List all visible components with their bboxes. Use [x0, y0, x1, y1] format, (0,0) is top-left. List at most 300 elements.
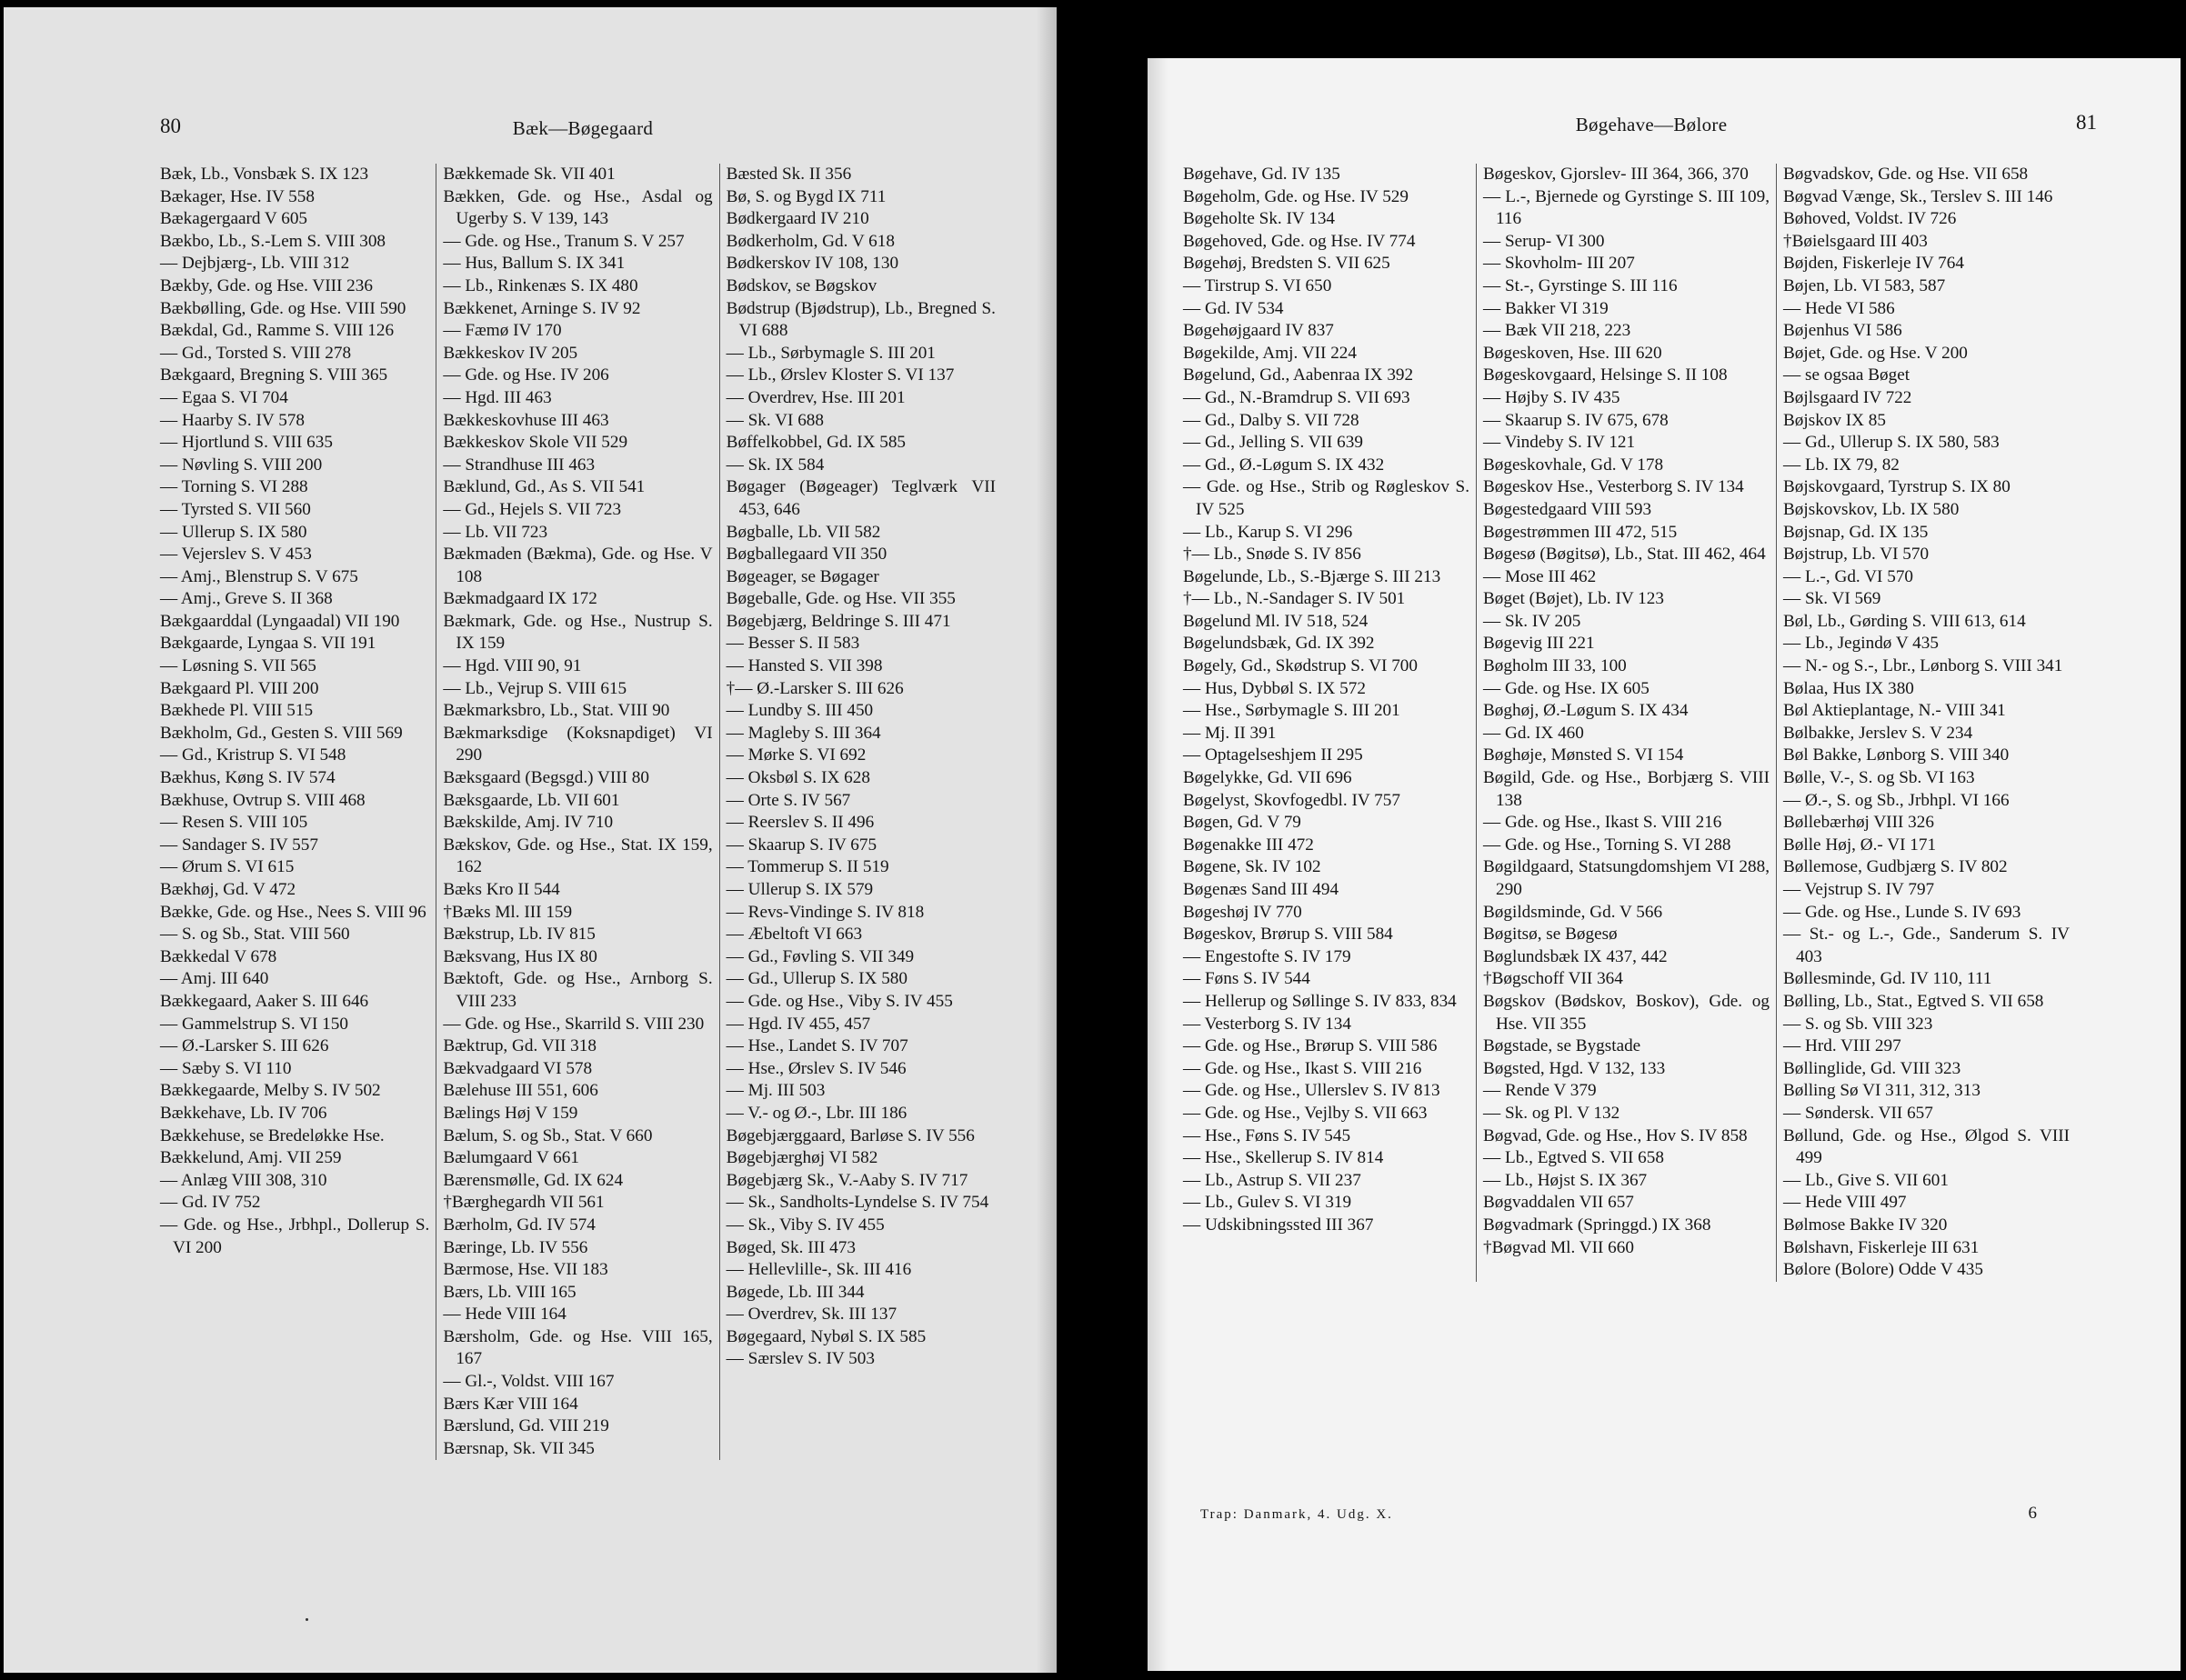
right-page-number: 81	[2076, 111, 2097, 134]
index-entry: Bækskilde, Amj. IV 710	[443, 813, 614, 833]
index-entry: Bøget (Bøjet), Lb. IV 123	[1483, 589, 1664, 609]
index-column	[160, 164, 436, 1460]
index-entry: Bøgeskov, Gjorslev- III 364, 366, 370	[1483, 165, 1749, 184]
index-entry: — Gde. og Hse., Jrbhpl., Dollerup S. VI 200	[160, 1215, 430, 1257]
index-entry: Bækkeskov IV 205	[443, 343, 578, 363]
index-entry: — Sk., Viby S. IV 455	[726, 1215, 885, 1235]
index-entry: Bælum, S. og Sb., Stat. V 660	[443, 1125, 653, 1145]
index-entry: — Ø.-, S. og Sb., Jrbhpl. VI 166	[1783, 790, 2010, 810]
index-entry: Bækhøj, Gd. V 472	[160, 880, 296, 899]
index-entry: Bøgstade, se Bygstade	[1483, 1036, 1641, 1056]
index-entry: Bøl Bakke, Lønborg S. VIII 340	[1783, 745, 2010, 765]
index-entry: — Engestofte S. IV 179	[1183, 946, 1351, 966]
index-entry: Bøgballegaard VII 350	[726, 545, 887, 565]
index-entry: — Gde. og Hse., Skarrild S. VIII 230	[443, 1014, 705, 1034]
index-entry: — Besser S. II 583	[726, 634, 860, 654]
index-entry: — Særslev S. IV 503	[726, 1349, 875, 1369]
index-entry: — Sæby S. VI 110	[160, 1058, 292, 1078]
index-entry: Bøgvad Vænge, Sk., Terslev S. III 146	[1783, 186, 2053, 206]
index-entry: Bøgvadskov, Gde. og Hse. VII 658	[1783, 165, 2029, 184]
index-entry: — Serup- VI 300	[1483, 231, 1605, 251]
index-entry: Bækkemade Sk. VII 401	[443, 165, 616, 184]
index-entry: Bækmark, Gde. og Hse., Nustrup S. IX 159	[443, 611, 713, 654]
index-entry: — Lundby S. III 450	[726, 701, 874, 721]
index-entry: Bøgede, Lb. III 344	[726, 1282, 865, 1302]
index-entry: Bækken, Gde. og Hse., Asdal og Ugerby S. V 139, 143	[443, 186, 713, 229]
right-page-gutter-shadow	[1148, 58, 1168, 1671]
index-entry: Bøffelkobbel, Gd. IX 585	[726, 433, 907, 453]
index-entry: — Hgd. III 463	[443, 387, 552, 407]
index-entry: — Gde. og Hse., Vejlby S. VII 663	[1183, 1103, 1428, 1123]
index-entry: Bøgestrømmen III 472, 515	[1483, 522, 1678, 542]
index-entry: — Lb., Højst S. IX 367	[1483, 1170, 1648, 1190]
index-entry: Bøllebærhøj VIII 326	[1783, 813, 1934, 833]
index-entry: Bækdal, Gd., Ramme S. VIII 126	[160, 321, 395, 341]
index-entry: Bøgelykke, Gd. VII 696	[1183, 768, 1352, 788]
footer-publication: Trap: Danmark, 4. Udg. X.	[1200, 1507, 1393, 1522]
index-entry: †Bøgschoff VII 364	[1483, 969, 1623, 989]
index-entry: — Vesterborg S. IV 134	[1183, 1014, 1351, 1034]
index-entry: Bækgaard, Bregning S. VIII 365	[160, 365, 388, 385]
index-entry: Bøghøje, Mønsted S. VI 154	[1483, 745, 1684, 765]
index-entry: — Hse., Sørbymagle S. III 201	[1183, 701, 1400, 721]
index-entry: — Gde. og Hse., Strib og Røgleskov S. IV 525	[1183, 477, 1469, 519]
index-entry: Bøgeballe, Gde. og Hse. VII 355	[726, 589, 956, 609]
index-entry: — Gl.-, Voldst. VIII 167	[443, 1372, 615, 1392]
index-entry: Bøgildsminde, Gd. V 566	[1483, 902, 1663, 922]
index-entry: Bøgehave, Gd. IV 135	[1183, 165, 1340, 184]
index-entry: Bøghøj, Ø.-Løgum S. IX 434	[1483, 701, 1689, 721]
index-entry: Bøgeshøj IV 770	[1183, 902, 1302, 922]
index-entry: — Føns S. IV 544	[1183, 969, 1310, 989]
index-entry: Bøgeager, se Bøgager	[726, 566, 879, 586]
index-entry: †— Ø.-Larsker S. III 626	[726, 678, 904, 698]
index-entry: Bækvadgaard VI 578	[443, 1058, 593, 1078]
index-entry: Bøgenæs Sand III 494	[1183, 880, 1339, 899]
index-entry: — Skaarup S. IV 675, 678	[1483, 410, 1669, 430]
index-entry: — Søndersk. VII 657	[1783, 1103, 1933, 1123]
index-entry: Bæringe, Lb. IV 556	[443, 1237, 588, 1257]
index-entry: — se ogsaa Bøget	[1783, 365, 1910, 385]
index-entry: Bærmose, Hse. VII 183	[443, 1260, 608, 1280]
index-entry: Bøgballe, Lb. VII 582	[726, 522, 881, 542]
index-entry: — St.- og L.-, Gde., Sanderum S. IV 403	[1783, 925, 2070, 966]
index-entry: — Gd., Føvling S. VII 349	[726, 946, 915, 966]
index-entry: — Gd., Kristrup S. VI 548	[160, 745, 346, 765]
index-entry: — Gde. og Hse., Viby S. IV 455	[726, 991, 953, 1011]
left-page-number: 80	[160, 115, 181, 137]
index-entry: — Vejstrup S. IV 797	[1783, 880, 1935, 899]
index-entry: — Hjortlund S. VIII 635	[160, 433, 333, 453]
index-entry: — Skaarup S. IV 675	[726, 835, 877, 855]
index-entry: Bøgeskoven, Hse. III 620	[1483, 343, 1662, 363]
index-entry: Bøged, Sk. III 473	[726, 1237, 856, 1257]
index-entry: — Mose III 462	[1483, 566, 1597, 586]
index-entry: — Sk. IX 584	[726, 455, 825, 475]
index-entry: Bæk, Lb., Vonsbæk S. IX 123	[160, 165, 369, 184]
index-entry: Bøgsted, Hgd. V 132, 133	[1483, 1058, 1666, 1078]
index-entry: Bødskov, se Bøgskov	[726, 275, 877, 295]
right-running-head: Bøgehave—Bølore	[1575, 114, 1728, 135]
index-entry: Bøllemose, Gudbjærg S. IV 802	[1783, 857, 2008, 877]
index-entry: — Gd., Dalby S. VII 728	[1183, 410, 1359, 430]
page-footer	[1200, 1504, 2037, 1523]
index-entry: — Hgd. IV 455, 457	[726, 1014, 871, 1034]
index-entry: — Vejerslev S. V 453	[160, 545, 312, 565]
index-entry: Bøgeskovgaard, Helsinge S. II 108	[1483, 365, 1728, 385]
index-entry: Bølshavn, Fiskerleje III 631	[1783, 1237, 1980, 1257]
index-entry: Bøjskov IX 85	[1783, 410, 1886, 430]
index-entry: Bøjsnap, Gd. IX 135	[1783, 522, 1929, 542]
index-entry: — Overdrev, Sk. III 137	[726, 1305, 897, 1325]
index-entry: Bælehuse III 551, 606	[443, 1081, 598, 1101]
index-entry: Bøgehøjgaard IV 837	[1183, 321, 1334, 341]
index-entry: Bøgebjærghøj VI 582	[726, 1148, 878, 1168]
index-entry: — St.-, Gyrstinge S. III 116	[1483, 275, 1678, 295]
index-entry: Bækhuse, Ovtrup S. VIII 468	[160, 790, 366, 810]
index-entry: Bækkedal V 678	[160, 946, 277, 966]
index-entry: Bøgehoved, Gde. og Hse. IV 774	[1183, 231, 1416, 251]
left-running-head: Bæk—Bøgegaard	[512, 117, 654, 139]
index-entry: Bøl Aktieplantage, N.- VIII 341	[1783, 701, 2006, 721]
index-entry: Bøgebjærggaard, Barløse S. IV 556	[726, 1125, 975, 1145]
index-entry: Bølle Høj, Ø.- VI 171	[1783, 835, 1937, 855]
index-entry: Bæksgaarde, Lb. VII 601	[443, 790, 620, 810]
right-page-header	[1206, 111, 2097, 144]
index-entry: Bærs Kær VIII 164	[443, 1394, 578, 1414]
index-entry: Bølling, Lb., Stat., Egtved S. VII 658	[1783, 991, 2044, 1011]
index-entry: — Hse., Ørslev S. IV 546	[726, 1058, 907, 1078]
index-entry: Bøl, Lb., Gørding S. VIII 613, 614	[1783, 611, 2026, 631]
index-entry: — Sk., Sandholts-Lyndelse S. IV 754	[726, 1193, 989, 1213]
index-entry: Bækkelund, Amj. VII 259	[160, 1148, 342, 1168]
index-entry: Bøllesminde, Gd. IV 110, 111	[1783, 969, 1992, 989]
index-entry: — Tyrsted S. VII 560	[160, 499, 311, 519]
index-entry: — Lb., Karup S. VI 296	[1183, 522, 1353, 542]
index-entry: †— Lb., N.-Sandager S. IV 501	[1183, 589, 1406, 609]
left-page-columns	[160, 164, 1002, 1460]
index-entry: Bøjskovskov, Lb. IX 580	[1783, 499, 1960, 519]
index-entry: Bække, Gde. og Hse., Nees S. VIII 96	[160, 902, 426, 922]
index-entry: — Fæmø IV 170	[443, 321, 562, 341]
index-entry: Bækgaarddal (Lyngaadal) VII 190	[160, 611, 400, 631]
index-entry: — Ullerup S. IX 579	[726, 880, 874, 899]
index-entry: — Hus, Dybbøl S. IX 572	[1183, 678, 1366, 698]
left-page	[4, 7, 1057, 1673]
index-entry: — Orte S. IV 567	[726, 790, 851, 810]
index-entry: Bøgild, Gde. og Hse., Borbjærg S. VIII 138	[1483, 768, 1770, 810]
index-entry: — Hgd. VIII 90, 91	[443, 656, 582, 676]
index-entry: Bøgely, Gd., Skødstrup S. VI 700	[1183, 656, 1418, 676]
index-entry: Bælumgaard V 661	[443, 1148, 579, 1168]
index-entry: — Gde. og Hse., Brørup S. VIII 586	[1183, 1036, 1438, 1056]
index-entry: Bækmaden (Bækma), Gde. og Hse. V 108	[443, 545, 713, 586]
index-entry: — Gde. og Hse., Ikast S. VIII 216	[1183, 1058, 1422, 1078]
index-entry: — Lb., Give S. VII 601	[1783, 1170, 1949, 1190]
index-entry: — Gde. og Hse., Ikast S. VIII 216	[1483, 813, 1722, 833]
index-entry: Bækkenet, Arninge S. IV 92	[443, 298, 641, 318]
index-entry: — Haarby S. IV 578	[160, 410, 305, 430]
index-entry: — Lb., Rinkenæs S. IX 480	[443, 275, 638, 295]
index-entry: — Gde. og Hse., Lunde S. IV 693	[1783, 902, 2021, 922]
index-entry: — Æbeltoft VI 663	[726, 925, 863, 945]
index-entry: — Gammelstrup S. VI 150	[160, 1014, 348, 1034]
index-entry: — Egaa S. VI 704	[160, 387, 288, 407]
index-entry: — L.-, Bjernede og Gyrstinge S. III 109, 116	[1483, 186, 1770, 229]
index-entry: — Anlæg VIII 308, 310	[160, 1170, 327, 1190]
index-entry: — Hellerup og Søllinge S. IV 833, 834	[1183, 991, 1457, 1011]
index-entry: — Ullerup S. IX 580	[160, 522, 307, 542]
index-entry: Bærsholm, Gde. og Hse. VIII 165, 167	[443, 1326, 713, 1369]
index-entry: Bækbølling, Gde. og Hse. VIII 590	[160, 298, 406, 318]
index-entry: — Løsning S. VII 565	[160, 656, 316, 676]
index-entry: Bøgestedgaard VIII 593	[1483, 499, 1652, 519]
index-entry: — Lb. IX 79, 82	[1783, 455, 1900, 475]
index-entry: Bølling Sø VI 311, 312, 313	[1783, 1081, 1980, 1101]
index-entry: Bæksvang, Hus IX 80	[443, 946, 597, 966]
index-column	[1177, 164, 1476, 1282]
index-entry: Bøjet, Gde. og Hse. V 200	[1783, 343, 1968, 363]
index-entry: — Strandhuse III 463	[443, 455, 596, 475]
index-entry: Bøgeskov, Brørup S. VIII 584	[1183, 925, 1393, 945]
index-entry: — Gde. og Hse., Torning S. VI 288	[1483, 835, 1731, 855]
index-entry: Bækmarksbro, Lb., Stat. VIII 90	[443, 701, 670, 721]
index-entry: — Sk. IV 205	[1483, 611, 1581, 631]
index-entry: Bærensmølle, Gd. IX 624	[443, 1170, 624, 1190]
index-entry: †Bærghegardh VII 561	[443, 1193, 605, 1213]
index-entry: Bøjden, Fiskerleje IV 764	[1783, 254, 1964, 274]
index-entry: — Hse., Landet S. IV 707	[726, 1036, 908, 1056]
index-entry: — Amj., Blenstrup S. V 675	[160, 566, 358, 586]
index-entry: — Gd. IX 460	[1483, 723, 1584, 743]
index-entry: — Gd., Hejels S. VII 723	[443, 499, 622, 519]
index-entry: — Hede VI 586	[1783, 298, 1895, 318]
index-entry: Bøjskovgaard, Tyrstrup S. IX 80	[1783, 477, 2011, 497]
index-entry: Bøgelyst, Skovfogedbl. IV 757	[1183, 790, 1400, 810]
index-entry: — Gd., Ø.-Løgum S. IX 432	[1183, 455, 1385, 475]
index-entry: — Bakker VI 319	[1483, 298, 1609, 318]
index-entry: Bøgeholte Sk. IV 134	[1183, 209, 1336, 229]
index-entry: Bækgaard Pl. VIII 200	[160, 678, 319, 698]
index-entry: Bærsnap, Sk. VII 345	[443, 1438, 595, 1458]
index-entry: Bøgene, Sk. IV 102	[1183, 857, 1321, 877]
index-entry: — Gd. IV 752	[160, 1193, 261, 1213]
index-column	[436, 164, 718, 1460]
index-entry: — Resen S. VIII 105	[160, 813, 308, 833]
index-entry: — S. og Sb., Stat. VIII 560	[160, 925, 350, 945]
index-entry: †Bøielsgaard III 403	[1783, 231, 1928, 251]
left-page-gutter-shadow	[1037, 7, 1057, 1673]
index-entry: — Hede VIII 164	[443, 1305, 567, 1325]
index-entry: Bøjenhus VI 586	[1783, 321, 1902, 341]
index-entry: Bø, S. og Bygd IX 711	[726, 186, 887, 206]
paper-speck	[306, 1618, 308, 1621]
index-entry: — Hansted S. VII 398	[726, 656, 883, 676]
index-entry: — Lb., Ørslev Kloster S. VI 137	[726, 365, 955, 385]
index-entry: Bøgskov (Bødskov, Boskov), Gde. og Hse. VII 355	[1483, 991, 1770, 1034]
index-entry: Bøgelund, Gd., Aabenraa IX 392	[1183, 365, 1414, 385]
index-entry: Bækmarksdige (Koksnapdiget) VI 290	[443, 723, 713, 765]
index-entry: — Amj., Greve S. II 368	[160, 589, 333, 609]
left-page-header	[160, 115, 1006, 147]
index-entry: Bækagergaard V 605	[160, 209, 308, 229]
index-entry: — N.- og S.-, Lbr., Lønborg S. VIII 341	[1783, 656, 2063, 676]
index-entry: Bøgelund Ml. IV 518, 524	[1183, 611, 1369, 631]
index-entry: — Rende V 379	[1483, 1081, 1597, 1101]
index-entry: Bøjlsgaard IV 722	[1783, 387, 1912, 407]
index-entry: — Bæk VII 218, 223	[1483, 321, 1631, 341]
index-entry: Bærslund, Gd. VIII 219	[443, 1416, 609, 1436]
index-entry: Bækkeskov Skole VII 529	[443, 433, 628, 453]
index-entry: Bærs, Lb. VIII 165	[443, 1282, 577, 1302]
index-entry: Bækbo, Lb., S.-Lem S. VIII 308	[160, 231, 386, 251]
index-entry: †Bæks Ml. III 159	[443, 902, 573, 922]
index-entry: — Sk. VI 569	[1783, 589, 1881, 609]
index-entry: Bækhede Pl. VIII 515	[160, 701, 314, 721]
index-entry: Bøgeskov Hse., Vesterborg S. IV 134	[1483, 477, 1744, 497]
index-entry: Bøjstrup, Lb. VI 570	[1783, 545, 1930, 565]
index-entry: Bælings Høj V 159	[443, 1103, 578, 1123]
index-entry: Bøgeskovhale, Gd. V 178	[1483, 455, 1664, 475]
index-entry: Bøgvaddalen VII 657	[1483, 1193, 1634, 1213]
footer-signature-mark: 6	[2028, 1504, 2037, 1523]
index-entry: Bækgaarde, Lyngaa S. VII 191	[160, 634, 376, 654]
index-entry: Bødstrup (Bjødstrup), Lb., Bregned S. VI 688	[726, 298, 996, 341]
index-entry: Bøllund, Gde. og Hse., Ølgod S. VIII 499	[1783, 1125, 2070, 1168]
index-entry: Bækager, Hse. IV 558	[160, 186, 315, 206]
index-entry: Bøgager (Bøgeager) Teglværk VII 453, 646	[726, 477, 996, 519]
index-entry: — Torning S. VI 288	[160, 477, 308, 497]
index-entry: — Nøvling S. VIII 200	[160, 455, 323, 475]
index-entry: Bøjen, Lb. VI 583, 587	[1783, 275, 1946, 295]
index-column	[1776, 164, 2070, 1282]
index-entry: Bøgholm III 33, 100	[1483, 656, 1627, 676]
index-entry: — Lb., Gulev S. VI 319	[1183, 1193, 1352, 1213]
index-entry: Bækskov, Gde. og Hse., Stat. IX 159, 162	[443, 835, 713, 877]
index-entry: Bøgesø (Bøgitsø), Lb., Stat. III 462, 464	[1483, 545, 1766, 565]
index-entry: Bøgitsø, se Bøgesø	[1483, 925, 1618, 945]
index-entry: Bødkerholm, Gd. V 618	[726, 231, 895, 251]
index-entry: Bøgehøj, Bredsten S. VII 625	[1183, 254, 1390, 274]
index-entry: Bækmadgaard IX 172	[443, 589, 597, 609]
index-entry: Bæktrup, Gd. VII 318	[443, 1036, 597, 1056]
index-entry: — Gde. og Hse., Ullerslev S. IV 813	[1183, 1081, 1440, 1101]
index-entry: Bækkehave, Lb. IV 706	[160, 1103, 327, 1123]
index-entry: Bøhoved, Voldst. IV 726	[1783, 209, 1957, 229]
index-entry: Bækstrup, Lb. IV 815	[443, 925, 596, 945]
index-entry: Bærholm, Gd. IV 574	[443, 1215, 596, 1235]
index-entry: — Højby S. IV 435	[1483, 387, 1620, 407]
index-entry: Bødkergaard IV 210	[726, 209, 869, 229]
index-entry: Bølore (Bolore) Odde V 435	[1783, 1260, 1983, 1280]
index-entry: — Gd., Ullerup S. IX 580, 583	[1783, 433, 2000, 453]
index-entry: Bølbakke, Jerslev S. V 234	[1783, 723, 1973, 743]
index-entry: — Revs-Vindinge S. IV 818	[726, 902, 925, 922]
index-entry: Bækkegaard, Aaker S. III 646	[160, 991, 369, 1011]
right-page	[1148, 58, 2181, 1671]
index-entry: — Gd., Torsted S. VIII 278	[160, 343, 352, 363]
index-entry: — Hrd. VIII 297	[1783, 1036, 1901, 1056]
index-entry: Bækkeskovhuse III 463	[443, 410, 609, 430]
index-entry: — Gde. og Hse., Tranum S. V 257	[443, 231, 685, 251]
index-entry: — Gd., Ullerup S. IX 580	[726, 969, 907, 989]
index-entry: — Tirstrup S. VI 650	[1183, 275, 1332, 295]
index-entry: Bøgvad, Gde. og Hse., Hov S. IV 858	[1483, 1125, 1748, 1145]
index-entry: — Lb., Sørbymagle S. III 201	[726, 343, 936, 363]
index-entry: — Gd., Jelling S. VII 639	[1183, 433, 1363, 453]
index-entry: — Gd., N.-Bramdrup S. VII 693	[1183, 387, 1410, 407]
index-entry: Bøgeholm, Gde. og Hse. IV 529	[1183, 186, 1409, 206]
index-entry: — Lb. VII 723	[443, 522, 548, 542]
right-page-columns	[1177, 164, 2070, 1282]
index-column	[1476, 164, 1776, 1282]
index-entry: Bødkerskov IV 108, 130	[726, 254, 899, 274]
index-entry: Bøgelundsbæk, Gd. IX 392	[1183, 634, 1375, 654]
index-entry: Bøglundsbæk IX 437, 442	[1483, 946, 1668, 966]
index-entry: Bølaa, Hus IX 380	[1783, 678, 1914, 698]
index-entry: — Hede VIII 497	[1783, 1193, 1907, 1213]
index-entry: †— Lb., Snøde S. IV 856	[1183, 545, 1361, 565]
index-entry: Bæks Kro II 544	[443, 880, 560, 899]
index-column	[719, 164, 1002, 1460]
index-entry: — Overdrev, Hse. III 201	[726, 387, 906, 407]
index-entry: — Lb., Vejrup S. VIII 615	[443, 678, 627, 698]
index-entry: Bøllinglide, Gd. VIII 323	[1783, 1058, 1961, 1078]
index-entry: — Skovholm- III 207	[1483, 254, 1635, 274]
index-entry: — Sandager S. IV 557	[160, 835, 318, 855]
index-entry: — Ørum S. VI 615	[160, 857, 295, 877]
index-entry: — S. og Sb. VIII 323	[1783, 1014, 1933, 1034]
index-entry: Bøgelunde, Lb., S.-Bjærge S. III 213	[1183, 566, 1441, 586]
index-entry: — Hse., Føns S. IV 545	[1183, 1125, 1351, 1145]
index-entry: — Sk. og Pl. V 132	[1483, 1103, 1620, 1123]
index-entry: Bøgvadmark (Springgd.) IX 368	[1483, 1215, 1711, 1235]
index-entry: Bøgevig III 221	[1483, 634, 1595, 654]
index-entry: Bæksgaard (Begsgd.) VIII 80	[443, 768, 649, 788]
index-entry: Bølle, V.-, S. og Sb. VI 163	[1783, 768, 1975, 788]
index-entry: — Dejbjærg-, Lb. VIII 312	[160, 254, 350, 274]
index-entry: — Lb., Jegindø V 435	[1783, 634, 1939, 654]
index-entry: Bøgegaard, Nybøl S. IX 585	[726, 1326, 927, 1346]
index-entry: — V.- og Ø.-, Lbr. III 186	[726, 1103, 907, 1123]
index-entry: — Reerslev S. II 496	[726, 813, 875, 833]
index-entry: — Gd. IV 534	[1183, 298, 1284, 318]
index-entry: Bøgen, Gd. V 79	[1183, 813, 1301, 833]
index-entry: — Amj. III 640	[160, 969, 269, 989]
index-entry: Bækholm, Gd., Gesten S. VIII 569	[160, 723, 403, 743]
index-entry: Bækkegaarde, Melby S. IV 502	[160, 1081, 381, 1101]
index-entry: — Lb., Astrup S. VII 237	[1183, 1170, 1361, 1190]
index-entry: — Optagelseshjem II 295	[1183, 745, 1363, 765]
index-entry: — Hse., Skellerup S. IV 814	[1183, 1148, 1384, 1168]
index-entry: — Mørke S. VI 692	[726, 745, 867, 765]
index-entry: — Hellevlille-, Sk. III 416	[726, 1260, 912, 1280]
index-entry: — Oksbøl S. IX 628	[726, 768, 870, 788]
index-entry: Bæsted Sk. II 356	[726, 165, 852, 184]
index-entry: — Gde. og Hse. IX 605	[1483, 678, 1650, 698]
index-entry: Bølmose Bakke IV 320	[1783, 1215, 1948, 1235]
index-entry: — Vindeby S. IV 121	[1483, 433, 1636, 453]
index-entry: — Gde. og Hse. IV 206	[443, 365, 609, 385]
index-entry: Bækhus, Køng S. IV 574	[160, 768, 336, 788]
index-entry: — Udskibningssted III 367	[1183, 1215, 1374, 1235]
index-entry: Bøgenakke III 472	[1183, 835, 1314, 855]
index-entry: — L.-, Gd. VI 570	[1783, 566, 1914, 586]
index-entry: — Ø.-Larsker S. III 626	[160, 1036, 329, 1056]
index-entry: — Hus, Ballum S. IX 341	[443, 254, 626, 274]
index-entry: Bækby, Gde. og Hse. VIII 236	[160, 275, 373, 295]
index-entry: Bøgebjærg, Beldringe S. III 471	[726, 611, 951, 631]
